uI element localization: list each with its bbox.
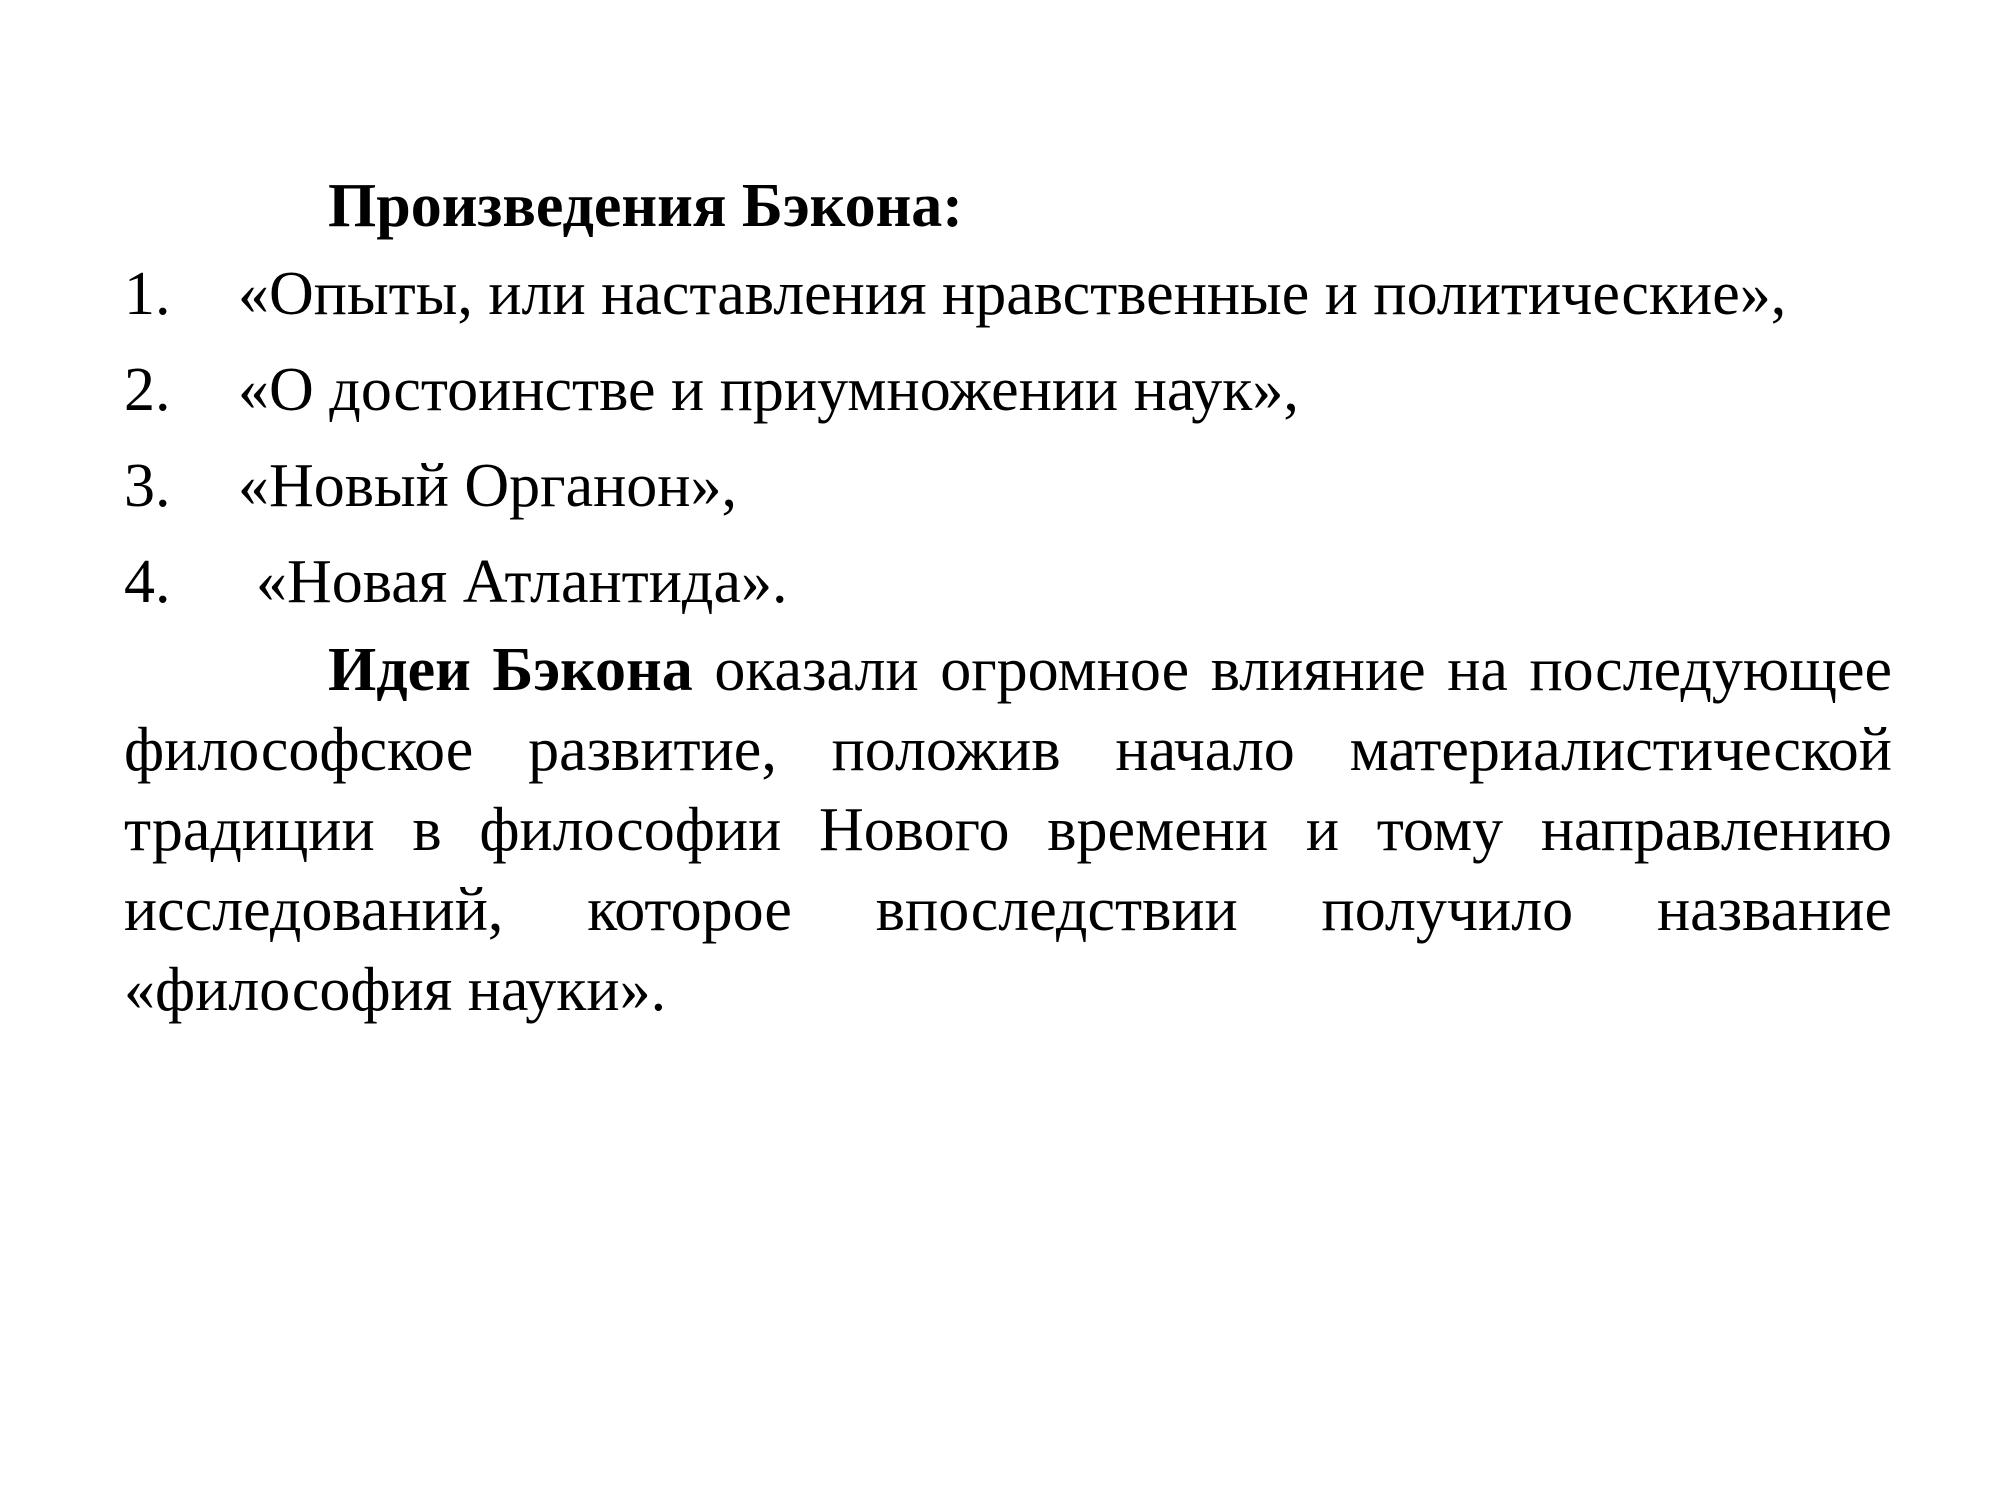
list-item-text: «Новая Атлантида». xyxy=(256,548,788,616)
paragraph-text: оказали огромное влияние на последующее философское развитие, положив начало материалистической традиции в философии Нового времени и тому направлению исследований, которое впоследствии получило название «философия науки». xyxy=(124,636,1892,1024)
body-paragraph xyxy=(124,630,1892,1030)
list-item xyxy=(124,542,1892,622)
list-item-text: «Новый Органон», xyxy=(238,452,737,520)
list-item xyxy=(124,446,1892,526)
list-item xyxy=(124,254,1892,334)
list-item-number: 1. xyxy=(124,260,171,328)
list-item-number: 4. xyxy=(124,548,171,616)
works-list xyxy=(124,254,1892,622)
paragraph-bold-lead: Идеи Бэкона xyxy=(328,636,693,704)
list-item-number: 3. xyxy=(124,452,171,520)
list-item xyxy=(124,350,1892,430)
list-item-number: 2. xyxy=(124,356,171,424)
slide-content xyxy=(124,158,1892,1030)
heading: Произведения Бэкона: xyxy=(328,172,963,240)
list-item-text: «О достоинстве и приумножении наук», xyxy=(238,356,1299,424)
list-item-text: «Опыты, или наставления нравственные и политические», xyxy=(238,260,1787,328)
